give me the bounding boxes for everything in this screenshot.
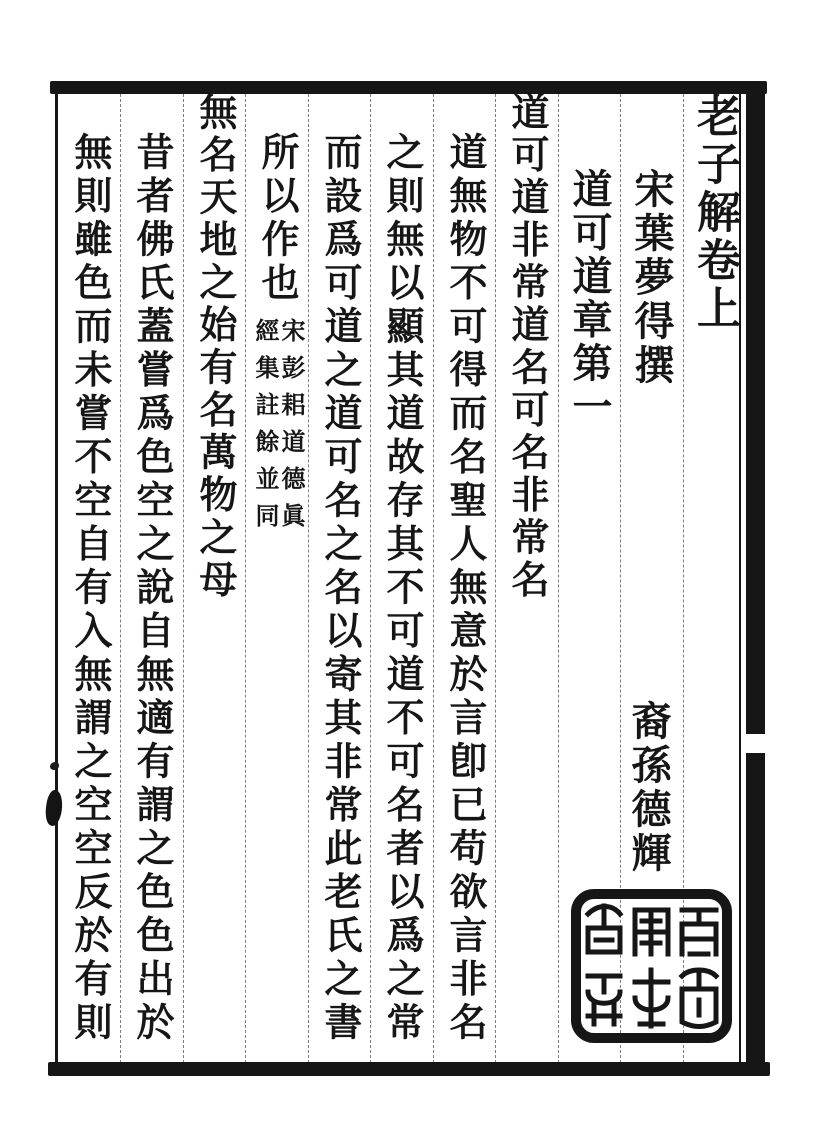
frame-right-outer-border-upper: [746, 83, 765, 734]
descendant-signature: 裔孫德輝: [626, 700, 671, 876]
interlinear-note-right: 宋彭耜道德眞: [277, 318, 303, 540]
interlinear-note-left: 經集註餘並同: [251, 318, 277, 540]
column-rule: [120, 94, 121, 1063]
classic-text-column: 道可道非常道名可名非常名: [505, 92, 547, 602]
column-rule: [370, 94, 371, 1063]
commentary-column: 而設爲可道之道可名之名以寄其非常此老氏之書: [318, 132, 360, 1046]
seal-glyphs: [588, 906, 716, 1027]
classic-text-column: 無名天地之始有名萬物之母: [193, 92, 235, 602]
volume-title: 老子解卷上: [690, 93, 739, 333]
frame-right-inner-border: [739, 92, 741, 1064]
commentary-column: 所以作也: [255, 132, 297, 306]
commentary-column: 之則無以顯其道故存其不可道不可名者以爲之常: [380, 132, 422, 1046]
column-rule: [308, 94, 309, 1063]
frame-top-border: [50, 81, 767, 94]
collector-seal: [570, 888, 733, 1044]
column-rule: [558, 94, 559, 1063]
column-rule: [183, 94, 184, 1063]
frame-left-border: [55, 83, 58, 1074]
column-rule: [433, 94, 434, 1063]
column-rule: [245, 94, 246, 1063]
frame-bottom-border: [48, 1062, 770, 1076]
frame-right-outer-border-lower: [746, 753, 765, 1075]
commentary-column: 無則雖色而未嘗不空自有入無謂之空空反於有則: [68, 132, 110, 1046]
author-attribution: 宋葉夢得撰: [629, 168, 674, 388]
chapter-heading: 道可道章第一: [567, 168, 612, 429]
column-rule: [495, 94, 496, 1063]
commentary-column: 道無物不可得而名聖人無意於言卽已苟欲言非名: [443, 132, 485, 1046]
ink-smudge: [44, 789, 65, 827]
commentary-column: 昔者佛氏蓋嘗爲色空之說自無適有謂之色色出於: [130, 132, 172, 1046]
